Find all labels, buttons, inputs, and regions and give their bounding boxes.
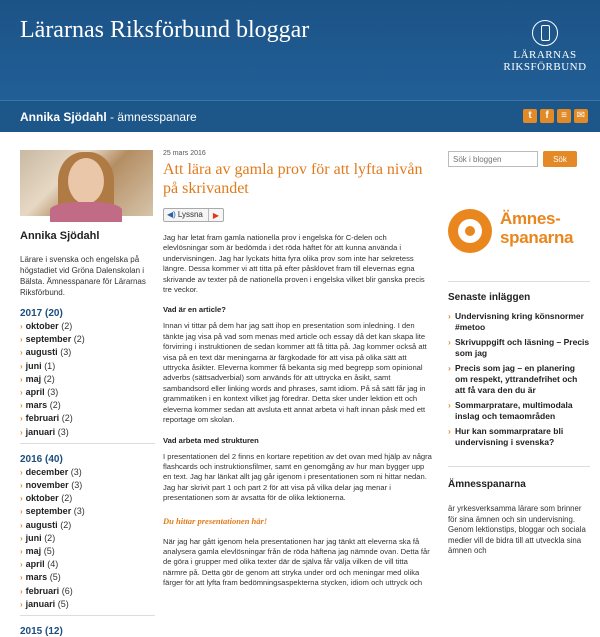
archive-month[interactable] — [20, 571, 155, 584]
amnesspanarna-title: Ämnesspanarna — [448, 479, 526, 490]
archive-month[interactable] — [20, 492, 155, 505]
chevron-right-icon: › — [20, 467, 23, 477]
chevron-right-icon: › — [20, 599, 23, 609]
archive-month[interactable] — [20, 426, 155, 439]
archive-month-list — [20, 466, 155, 611]
play-icon[interactable]: ▶ — [212, 210, 219, 220]
archive-month-label: maj — [25, 546, 42, 557]
amnesspanarna-badge[interactable] — [448, 203, 590, 275]
post-paragraph-2: Innan vi tittar på dem har jag satt ihop en presentation som inledning. I den tänkte jag visa på vad som menas med article och essay då det kan skapa lite förvirring i instruktionen de sedan kommer att få titta på. Jag kommer också att visa på en text där meningarna är färgkodade för att visa på olika sätt att uttrycka åsikter. Eleverna kommer få bekanta sig med begrepp som opinional adverbs (sättsadverbial) som används för att uttrycka en åsikt, samt sambandsord eller linking words and phrases, samt idiom. På så sätt får jag in grammatiken i en kontext vilket jag föredrar. Detta sker under lektion ett och eleverna kommer sedan att avsluta ett annat arbeta vi haft innan påsk med ett reportage om skolan. — [163, 321, 427, 425]
archive-month[interactable] — [20, 373, 155, 386]
archive-month[interactable] — [20, 519, 155, 532]
chevron-right-icon: › — [20, 573, 23, 583]
archive-month[interactable] — [20, 479, 155, 492]
email-icon[interactable]: ✉ — [574, 109, 588, 123]
rss-icon[interactable]: ≡ — [557, 109, 571, 123]
latest-posts — [448, 281, 590, 448]
archive-month-count: (3) — [60, 347, 72, 358]
archive-month[interactable] — [20, 399, 155, 412]
archive-month-count: (1) — [44, 360, 56, 371]
archive-month-count: (5) — [57, 598, 69, 609]
archive-year[interactable]: 2016 (40) — [20, 453, 63, 465]
archive-year[interactable]: 2017 (20) — [20, 308, 63, 319]
post-title[interactable]: Att lära av gamla prov för att lyfta nivån på skrivandet — [163, 161, 423, 197]
chevron-right-icon: › — [20, 586, 23, 596]
site-title[interactable]: Lärarnas Riksförbund bloggar — [20, 17, 310, 43]
archive-month-count: (5) — [43, 546, 55, 557]
archive-month-label: augusti — [25, 347, 58, 358]
latest-post-link[interactable]: › Hur kan sommarpratare bli undervisning i svenska? — [448, 426, 590, 448]
chevron-right-icon: › — [20, 322, 23, 331]
logo-emblem-icon — [532, 20, 558, 46]
archive-month-count: (2) — [49, 400, 61, 411]
archive-year[interactable]: 2015 (12) — [20, 626, 63, 637]
archive-month-label: november — [25, 480, 69, 491]
archive-month-label: oktober — [25, 321, 59, 331]
archive-month-label: mars — [25, 572, 48, 583]
archive-month-label: februari — [25, 585, 60, 596]
archive-month-count: (2) — [44, 532, 56, 543]
author-role: - ämnesspanare — [106, 110, 197, 124]
archive-month-label: februari — [25, 413, 60, 424]
logo-line-1: LÄRARNAS — [513, 49, 577, 61]
archive-month-label: december — [25, 466, 69, 477]
chevron-right-icon: › — [20, 494, 23, 504]
chevron-right-icon: › — [20, 427, 23, 437]
archive-month[interactable] — [20, 505, 155, 518]
post — [163, 150, 433, 589]
chevron-right-icon: › — [20, 414, 23, 424]
archive-month[interactable] — [20, 346, 155, 359]
chevron-right-icon: › — [20, 335, 23, 345]
divider — [20, 615, 155, 616]
chevron-right-icon: › — [20, 547, 23, 557]
archive-month[interactable] — [20, 386, 155, 399]
archive-month-count: (2) — [60, 519, 72, 530]
listen-button[interactable] — [163, 208, 224, 222]
chevron-right-icon: › — [20, 401, 23, 411]
chevron-right-icon: › — [20, 520, 23, 530]
archive-month-count: (3) — [70, 466, 82, 477]
archive — [20, 308, 155, 637]
post-paragraph-3: I presentationen del 2 finns en kortare repetition av det ovan med hjälp av några flashcards och instruktionsfilmer, samt en genomgång av hur man bygger upp en text. Jag har länkat allt jag går igenom i presentationen som ni hittar nedan. Jag har skrivit part 1 och part 2 för att visa på vilka delar jag menar i presentationen som är avsatta för de olika lektionerna. — [163, 451, 432, 503]
archive-month-count: (2) — [61, 413, 73, 424]
archive-month-label: mars — [25, 400, 48, 411]
archive-month[interactable] — [20, 545, 155, 558]
archive-month-label: september — [25, 506, 72, 517]
archive-month[interactable] — [20, 585, 155, 598]
archive-month-count: (2) — [61, 493, 73, 504]
archive-month-label: april — [25, 559, 45, 570]
archive-month-count: (4) — [47, 559, 59, 570]
archive-month-count: (2) — [73, 334, 85, 345]
latest-posts-title: Senaste inläggen — [448, 292, 531, 303]
archive-month-count: (2) — [43, 373, 55, 384]
listen-label: ◀) Lyssna — [164, 209, 209, 221]
twitter-icon[interactable]: t — [523, 109, 537, 123]
archive-month[interactable] — [20, 320, 155, 333]
author-bar — [0, 100, 600, 132]
search-input[interactable] — [448, 151, 538, 167]
amnesspanarna-logo-icon — [448, 209, 492, 253]
archive-month-label: maj — [25, 373, 42, 384]
divider — [20, 443, 155, 444]
facebook-icon[interactable]: f — [540, 109, 554, 123]
post-paragraph-1: Jag har letat fram gamla nationella prov i engelska för C-delen och elevlösningar som är bedömda i det röda häftet för att kunna använda i undervisningen. Jag har lyckats hitta fyra olika prov som inte har sekretess längre. Dessa kommer vi att titta på efter påsklovet fram till elevernas egna skrivande av texter på de nationella proven i engelska vilket blir ganska precis tre veckor. — [163, 233, 425, 295]
speaker-icon: ◀) — [167, 210, 176, 219]
chevron-right-icon: › — [20, 481, 23, 491]
chevron-right-icon: › — [20, 361, 23, 371]
post-date: 25 mars 2016 — [163, 150, 206, 157]
chevron-right-icon: › — [20, 560, 23, 570]
latest-posts-list — [448, 311, 590, 448]
archive-month[interactable] — [20, 333, 155, 346]
latest-post-link[interactable]: › Skrivuppgift och läsning – Precis som jag — [448, 337, 590, 359]
archive-month-label: april — [25, 387, 45, 398]
presentation-link[interactable]: Du hittar presentationen här! — [163, 515, 268, 526]
archive-month[interactable] — [20, 412, 155, 425]
archive-month-count: (3) — [73, 506, 85, 517]
post-subheading-1: Vad är en article? — [163, 305, 226, 315]
badge-text: Ämnes- spanarna — [500, 209, 574, 247]
lararnas-riksforbund-logo[interactable] — [497, 20, 593, 73]
chevron-right-icon: › — [20, 388, 23, 398]
logo-line-2: RIKSFÖRBUND — [503, 61, 587, 73]
author-line — [20, 110, 197, 124]
latest-post-link[interactable]: › Undervisning kring könsnormer #metoo — [448, 311, 590, 333]
archive-month-count: (3) — [71, 480, 83, 491]
chevron-right-icon: › — [20, 507, 23, 517]
latest-post-link[interactable]: › Precis som jag – en planering om respekt, yttrandefrihet och att få vara den du är — [448, 363, 590, 396]
chevron-right-icon: › — [20, 533, 23, 543]
archive-month-count: (2) — [61, 321, 73, 331]
search-form — [448, 150, 590, 168]
search-button[interactable]: Sök — [543, 151, 577, 167]
archive-month[interactable] — [20, 598, 155, 611]
amnesspanarna-text: är yrkesverksamma lärare som brinner för sina ämnen och sin undervisning. Genom lektionstips, bloggar och sociala medier vill de bidra till att utveckla sina ämnen och — [448, 504, 586, 556]
sidebar-bio: Lärare i svenska och engelska på högstadiet vid Gröna Dalenskolan i Bälsta. Ämnesspanare för Lärarnas Riksförbund. — [20, 255, 146, 297]
archive-month-count: (5) — [49, 572, 61, 583]
profile-photo — [20, 150, 153, 216]
archive-month[interactable] — [20, 466, 155, 479]
sidebar-author-name: Annika Sjödahl — [20, 230, 100, 242]
chevron-right-icon: › — [20, 374, 23, 384]
archive-month-label: juni — [25, 532, 42, 543]
archive-month-label: oktober — [25, 493, 59, 504]
archive-month-label: juni — [25, 360, 42, 371]
archive-month-count: (6) — [61, 585, 73, 596]
post-subheading-2: Vad arbeta med strukturen — [163, 435, 259, 445]
archive-month-label: augusti — [25, 519, 58, 530]
archive-month-label: januari — [25, 598, 56, 609]
latest-post-link[interactable]: › Sommarpratare, multimodala inslag och temaområden — [448, 400, 590, 422]
archive-month-label: september — [25, 334, 72, 345]
author-name[interactable]: Annika Sjödahl — [20, 110, 107, 124]
chevron-right-icon: › — [20, 348, 23, 358]
archive-month[interactable] — [20, 532, 155, 545]
site-header — [0, 0, 600, 100]
archive-month-count: (3) — [57, 426, 69, 437]
right-sidebar — [448, 150, 590, 557]
left-sidebar — [20, 150, 155, 637]
archive-month-label: januari — [25, 426, 56, 437]
amnesspanarna-widget — [448, 466, 590, 557]
archive-month[interactable] — [20, 558, 155, 571]
archive-month-count: (3) — [47, 387, 59, 398]
archive-month-list — [20, 320, 155, 439]
post-paragraph-4: När jag har gått igenom hela presentationen har jag tänkt att eleverna ska få analysera gamla elevlösningar från de röda häftena jag nämnde ovan. Detta får de göra i grupper med olika texter där de själva får välja vilken de vill titta närmre på. Detta gör de genom att stryka under ord och meningar med olika färger för att lyfta fram bedömningsaspekterna stycken, idiom och uttryck och — [163, 536, 430, 588]
archive-month[interactable] — [20, 360, 155, 373]
